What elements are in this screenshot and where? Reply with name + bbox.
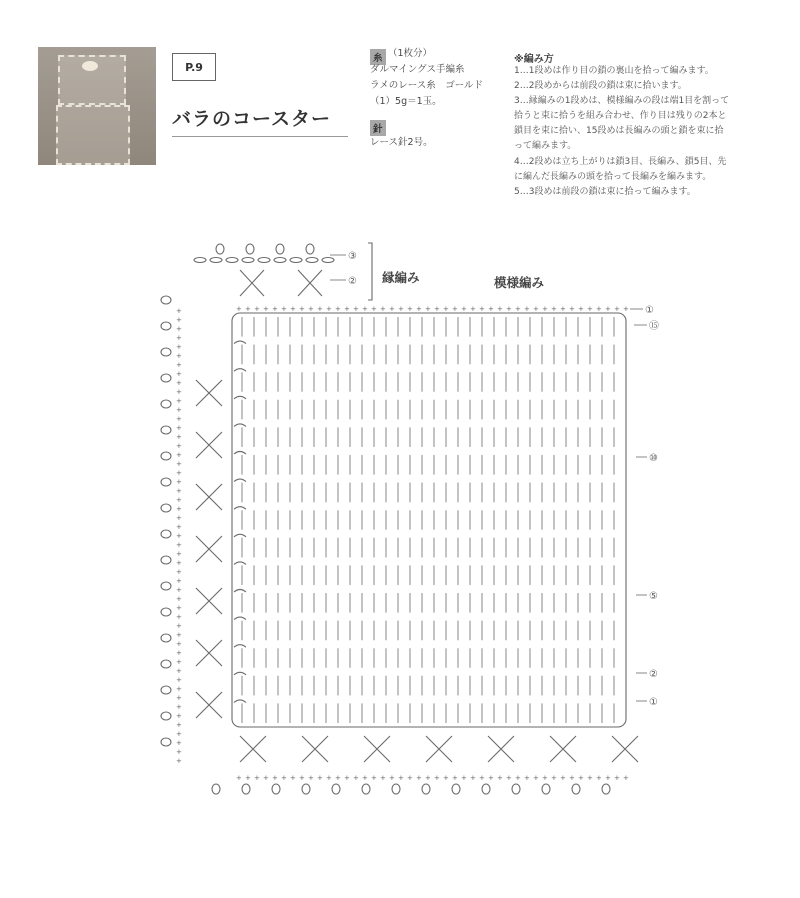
single-crochet-mark: + bbox=[398, 774, 404, 782]
single-crochet-mark: + bbox=[434, 305, 440, 313]
single-crochet-mark: + bbox=[524, 774, 530, 782]
single-crochet-mark: + bbox=[176, 730, 182, 738]
single-crochet-mark: + bbox=[542, 774, 548, 782]
single-crochet-mark: + bbox=[290, 774, 296, 782]
single-crochet-mark: + bbox=[434, 774, 440, 782]
single-crochet-mark: + bbox=[587, 774, 593, 782]
turning-chain bbox=[234, 562, 246, 565]
cross-stitch bbox=[240, 270, 264, 296]
row-marker: ① bbox=[645, 305, 654, 316]
single-crochet-mark: + bbox=[515, 305, 521, 313]
single-crochet-mark: + bbox=[497, 305, 503, 313]
single-crochet-mark: + bbox=[551, 774, 557, 782]
single-crochet-mark: + bbox=[176, 613, 182, 621]
picot-loop bbox=[246, 244, 254, 254]
single-crochet-mark: + bbox=[344, 305, 350, 313]
turning-chain bbox=[234, 645, 246, 648]
picot-loop bbox=[306, 244, 314, 254]
single-crochet-mark: + bbox=[506, 305, 512, 313]
single-crochet-mark: + bbox=[398, 305, 404, 313]
picot-loop bbox=[161, 634, 171, 642]
picot-loop bbox=[542, 784, 550, 794]
pattern-label: 模様編み bbox=[494, 275, 545, 290]
single-crochet-mark: + bbox=[605, 305, 611, 313]
cross-stitch bbox=[364, 736, 390, 762]
picot-loop bbox=[212, 784, 220, 794]
single-crochet-mark: + bbox=[452, 774, 458, 782]
picot-loop bbox=[161, 452, 171, 460]
single-crochet-mark: + bbox=[176, 739, 182, 747]
row-marker: ① bbox=[649, 697, 658, 708]
single-crochet-mark: + bbox=[605, 774, 611, 782]
single-crochet-mark: + bbox=[380, 305, 386, 313]
single-crochet-mark: + bbox=[335, 774, 341, 782]
cross-stitch bbox=[196, 380, 222, 406]
cross-stitch bbox=[550, 736, 576, 762]
single-crochet-mark: + bbox=[176, 721, 182, 729]
yarn-label: 糸 bbox=[370, 49, 386, 65]
single-crochet-mark: + bbox=[326, 774, 332, 782]
single-crochet-mark: + bbox=[506, 774, 512, 782]
single-crochet-mark: + bbox=[176, 748, 182, 756]
row-marker: ② bbox=[348, 276, 357, 287]
yarn-quantity: （1枚分） bbox=[388, 48, 433, 59]
single-crochet-mark: + bbox=[176, 307, 182, 315]
single-crochet-mark: + bbox=[470, 774, 476, 782]
single-crochet-mark: + bbox=[176, 622, 182, 630]
needle-line: レース針2号。 bbox=[370, 137, 433, 148]
single-crochet-mark: + bbox=[470, 305, 476, 313]
single-crochet-mark: + bbox=[299, 305, 305, 313]
cross-stitch bbox=[196, 640, 222, 666]
row-marker: ③ bbox=[348, 251, 357, 262]
single-crochet-mark: + bbox=[452, 305, 458, 313]
single-crochet-mark: + bbox=[176, 370, 182, 378]
single-crochet-mark: + bbox=[176, 667, 182, 675]
picot-loop bbox=[161, 582, 171, 590]
single-crochet-mark: + bbox=[176, 388, 182, 396]
single-crochet-mark: + bbox=[380, 774, 386, 782]
single-crochet-mark: + bbox=[308, 305, 314, 313]
single-crochet-mark: + bbox=[560, 305, 566, 313]
single-crochet-mark: + bbox=[299, 774, 305, 782]
picot-loop bbox=[242, 784, 250, 794]
instruction-line: 鎖目を束に拾い、15段めは長編みの頭と鎖を束に拾 bbox=[514, 126, 724, 137]
yarn-line-2: ラメのレース糸 ゴールド bbox=[370, 80, 484, 91]
picot-loop bbox=[392, 784, 400, 794]
single-crochet-mark: + bbox=[176, 586, 182, 594]
row-marker: ⑮ bbox=[649, 321, 659, 332]
picot-loop bbox=[161, 400, 171, 408]
single-crochet-mark: + bbox=[353, 774, 359, 782]
single-crochet-mark: + bbox=[407, 305, 413, 313]
single-crochet-mark: + bbox=[176, 532, 182, 540]
picot-loop bbox=[161, 504, 171, 512]
single-crochet-mark: + bbox=[272, 774, 278, 782]
single-crochet-mark: + bbox=[461, 305, 467, 313]
single-crochet-mark: + bbox=[176, 640, 182, 648]
instruction-line: 3…縁編みの1段めは、模様編みの段は端1目を割って bbox=[514, 96, 730, 107]
single-crochet-mark: + bbox=[176, 451, 182, 459]
picot-loop bbox=[161, 712, 171, 720]
picot-loop bbox=[161, 426, 171, 434]
single-crochet-mark: + bbox=[176, 415, 182, 423]
single-crochet-mark: + bbox=[335, 305, 341, 313]
picot-loop bbox=[161, 660, 171, 668]
picot-loop bbox=[161, 608, 171, 616]
single-crochet-mark: + bbox=[596, 774, 602, 782]
single-crochet-mark: + bbox=[176, 316, 182, 324]
single-crochet-mark: + bbox=[263, 774, 269, 782]
cross-stitch bbox=[298, 270, 322, 296]
single-crochet-mark: + bbox=[176, 352, 182, 360]
chain-stitch bbox=[290, 258, 302, 263]
instruction-line: 5…3段めは前段の鎖は束に拾って編みます。 bbox=[514, 186, 696, 197]
single-crochet-mark: + bbox=[614, 305, 620, 313]
single-crochet-mark: + bbox=[176, 757, 182, 765]
instructions-heading: ※編み方 bbox=[514, 54, 554, 65]
single-crochet-mark: + bbox=[176, 442, 182, 450]
instruction-line: 1…1段めは作り目の鎖の裏山を拾って編みます。 bbox=[514, 66, 714, 76]
single-crochet-mark: + bbox=[176, 334, 182, 342]
chain-stitch bbox=[274, 258, 286, 263]
chain-stitch bbox=[210, 258, 222, 263]
pattern-frame bbox=[232, 313, 626, 727]
turning-chain bbox=[234, 369, 246, 372]
single-crochet-mark: + bbox=[254, 774, 260, 782]
turning-chain bbox=[234, 341, 246, 344]
pattern-title: バラのコースター bbox=[172, 108, 332, 130]
turning-chain bbox=[234, 590, 246, 593]
single-crochet-mark: + bbox=[176, 685, 182, 693]
picot-loop bbox=[161, 296, 171, 304]
single-crochet-mark: + bbox=[176, 577, 182, 585]
chain-stitch bbox=[322, 258, 334, 263]
single-crochet-mark: + bbox=[308, 774, 314, 782]
turning-chain bbox=[234, 617, 246, 620]
single-crochet-mark: + bbox=[578, 774, 584, 782]
single-crochet-mark: + bbox=[236, 774, 242, 782]
picot-loop bbox=[276, 244, 284, 254]
picot-loop bbox=[602, 784, 610, 794]
single-crochet-mark: + bbox=[176, 703, 182, 711]
chain-stitch bbox=[226, 258, 238, 263]
page-reference: P.9 bbox=[172, 53, 216, 81]
chain-stitch bbox=[194, 258, 206, 263]
single-crochet-mark: + bbox=[488, 774, 494, 782]
cross-stitch bbox=[612, 736, 638, 762]
single-crochet-mark: + bbox=[176, 676, 182, 684]
single-crochet-mark: + bbox=[176, 523, 182, 531]
cross-stitch bbox=[240, 736, 266, 762]
instruction-line: 4…2段めは立ち上がりは鎖3目、長編み、鎖5目、先 bbox=[514, 156, 727, 167]
single-crochet-mark: + bbox=[425, 774, 431, 782]
single-crochet-mark: + bbox=[344, 774, 350, 782]
single-crochet-mark: + bbox=[425, 305, 431, 313]
single-crochet-mark: + bbox=[533, 305, 539, 313]
single-crochet-mark: + bbox=[569, 305, 575, 313]
single-crochet-mark: + bbox=[263, 305, 269, 313]
single-crochet-mark: + bbox=[176, 379, 182, 387]
cross-stitch bbox=[196, 692, 222, 718]
picot-loop bbox=[272, 784, 280, 794]
single-crochet-mark: + bbox=[461, 774, 467, 782]
single-crochet-mark: + bbox=[407, 774, 413, 782]
picot-loop bbox=[161, 530, 171, 538]
single-crochet-mark: + bbox=[176, 568, 182, 576]
turning-chain bbox=[234, 534, 246, 537]
single-crochet-mark: + bbox=[443, 305, 449, 313]
single-crochet-mark: + bbox=[317, 305, 323, 313]
picot-loop bbox=[161, 686, 171, 694]
single-crochet-mark: + bbox=[596, 305, 602, 313]
single-crochet-mark: + bbox=[488, 305, 494, 313]
picot-loop bbox=[216, 244, 224, 254]
single-crochet-mark: + bbox=[236, 305, 242, 313]
single-crochet-mark: + bbox=[551, 305, 557, 313]
picot-loop bbox=[572, 784, 580, 794]
single-crochet-mark: + bbox=[176, 433, 182, 441]
row-marker: ⑤ bbox=[649, 591, 658, 602]
picot-loop bbox=[161, 348, 171, 356]
picot-loop bbox=[161, 374, 171, 382]
cross-stitch bbox=[426, 736, 452, 762]
single-crochet-mark: + bbox=[371, 774, 377, 782]
picot-loop bbox=[302, 784, 310, 794]
single-crochet-mark: + bbox=[587, 305, 593, 313]
chain-stitch bbox=[258, 258, 270, 263]
single-crochet-mark: + bbox=[176, 460, 182, 468]
instruction-line: 2…2段めからは前段の鎖は束に拾います。 bbox=[514, 81, 687, 92]
picot-loop bbox=[161, 738, 171, 746]
single-crochet-mark: + bbox=[272, 305, 278, 313]
single-crochet-mark: + bbox=[281, 305, 287, 313]
picot-loop bbox=[161, 322, 171, 330]
single-crochet-mark: + bbox=[623, 774, 629, 782]
picot-loop bbox=[452, 784, 460, 794]
single-crochet-mark: + bbox=[176, 550, 182, 558]
single-crochet-mark: + bbox=[176, 406, 182, 414]
single-crochet-mark: + bbox=[176, 712, 182, 720]
picot-loop bbox=[161, 478, 171, 486]
cross-stitch bbox=[196, 432, 222, 458]
single-crochet-mark: + bbox=[317, 774, 323, 782]
single-crochet-mark: + bbox=[254, 305, 260, 313]
picot-loop bbox=[422, 784, 430, 794]
turning-chain bbox=[234, 479, 246, 482]
single-crochet-mark: + bbox=[176, 694, 182, 702]
single-crochet-mark: + bbox=[176, 469, 182, 477]
single-crochet-mark: + bbox=[416, 305, 422, 313]
single-crochet-mark: + bbox=[515, 774, 521, 782]
instruction-line: に編んだ長編みの頭を拾って長編みを編みます。 bbox=[514, 171, 712, 182]
cross-stitch bbox=[488, 736, 514, 762]
single-crochet-mark: + bbox=[614, 774, 620, 782]
single-crochet-mark: + bbox=[578, 305, 584, 313]
single-crochet-mark: + bbox=[533, 774, 539, 782]
needle-label: 針 bbox=[370, 120, 386, 136]
single-crochet-mark: + bbox=[389, 774, 395, 782]
single-crochet-mark: + bbox=[416, 774, 422, 782]
picot-loop bbox=[332, 784, 340, 794]
instruction-line: って編みます。 bbox=[514, 141, 577, 152]
row-marker: ② bbox=[649, 669, 658, 680]
single-crochet-mark: + bbox=[389, 305, 395, 313]
single-crochet-mark: + bbox=[176, 604, 182, 612]
edging-bracket bbox=[368, 243, 372, 300]
single-crochet-mark: + bbox=[281, 774, 287, 782]
single-crochet-mark: + bbox=[560, 774, 566, 782]
single-crochet-mark: + bbox=[362, 774, 368, 782]
turning-chain bbox=[234, 672, 246, 675]
single-crochet-mark: + bbox=[245, 774, 251, 782]
single-crochet-mark: + bbox=[176, 397, 182, 405]
single-crochet-mark: + bbox=[497, 774, 503, 782]
single-crochet-mark: + bbox=[371, 305, 377, 313]
cross-stitch bbox=[196, 536, 222, 562]
single-crochet-mark: + bbox=[326, 305, 332, 313]
single-crochet-mark: + bbox=[542, 305, 548, 313]
single-crochet-mark: + bbox=[176, 631, 182, 639]
single-crochet-mark: + bbox=[623, 305, 629, 313]
turning-chain bbox=[234, 424, 246, 427]
picot-loop bbox=[362, 784, 370, 794]
turning-chain bbox=[234, 396, 246, 399]
single-crochet-mark: + bbox=[176, 487, 182, 495]
single-crochet-mark: + bbox=[176, 658, 182, 666]
single-crochet-mark: + bbox=[176, 505, 182, 513]
yarn-line-1: ダルマイングス手編糸 bbox=[370, 64, 465, 75]
single-crochet-mark: + bbox=[176, 649, 182, 657]
picot-loop bbox=[512, 784, 520, 794]
single-crochet-mark: + bbox=[245, 305, 251, 313]
single-crochet-mark: + bbox=[176, 541, 182, 549]
single-crochet-mark: + bbox=[479, 305, 485, 313]
single-crochet-mark: + bbox=[353, 305, 359, 313]
single-crochet-mark: + bbox=[176, 559, 182, 567]
yarn-line-3: （1）5g＝1玉。 bbox=[370, 96, 442, 107]
turning-chain bbox=[234, 700, 246, 703]
single-crochet-mark: + bbox=[443, 774, 449, 782]
cross-stitch bbox=[196, 484, 222, 510]
single-crochet-mark: + bbox=[176, 478, 182, 486]
row-marker: ⑩ bbox=[649, 453, 658, 464]
picot-loop bbox=[161, 556, 171, 564]
single-crochet-mark: + bbox=[176, 343, 182, 351]
cross-stitch bbox=[302, 736, 328, 762]
single-crochet-mark: + bbox=[290, 305, 296, 313]
chain-stitch bbox=[306, 258, 318, 263]
single-crochet-mark: + bbox=[176, 514, 182, 522]
edging-label: 縁編み bbox=[382, 270, 420, 285]
turning-chain bbox=[234, 507, 246, 510]
single-crochet-mark: + bbox=[362, 305, 368, 313]
cross-stitch bbox=[196, 588, 222, 614]
single-crochet-mark: + bbox=[176, 361, 182, 369]
single-crochet-mark: + bbox=[176, 595, 182, 603]
single-crochet-mark: + bbox=[524, 305, 530, 313]
single-crochet-mark: + bbox=[176, 424, 182, 432]
single-crochet-mark: + bbox=[176, 496, 182, 504]
picot-loop bbox=[482, 784, 490, 794]
single-crochet-mark: + bbox=[176, 325, 182, 333]
instruction-line: 拾うと束に拾うを組み合わせ、作り目は残りの2本と bbox=[514, 111, 727, 122]
single-crochet-mark: + bbox=[479, 774, 485, 782]
single-crochet-mark: + bbox=[569, 774, 575, 782]
turning-chain bbox=[234, 452, 246, 455]
chain-stitch bbox=[242, 258, 254, 263]
